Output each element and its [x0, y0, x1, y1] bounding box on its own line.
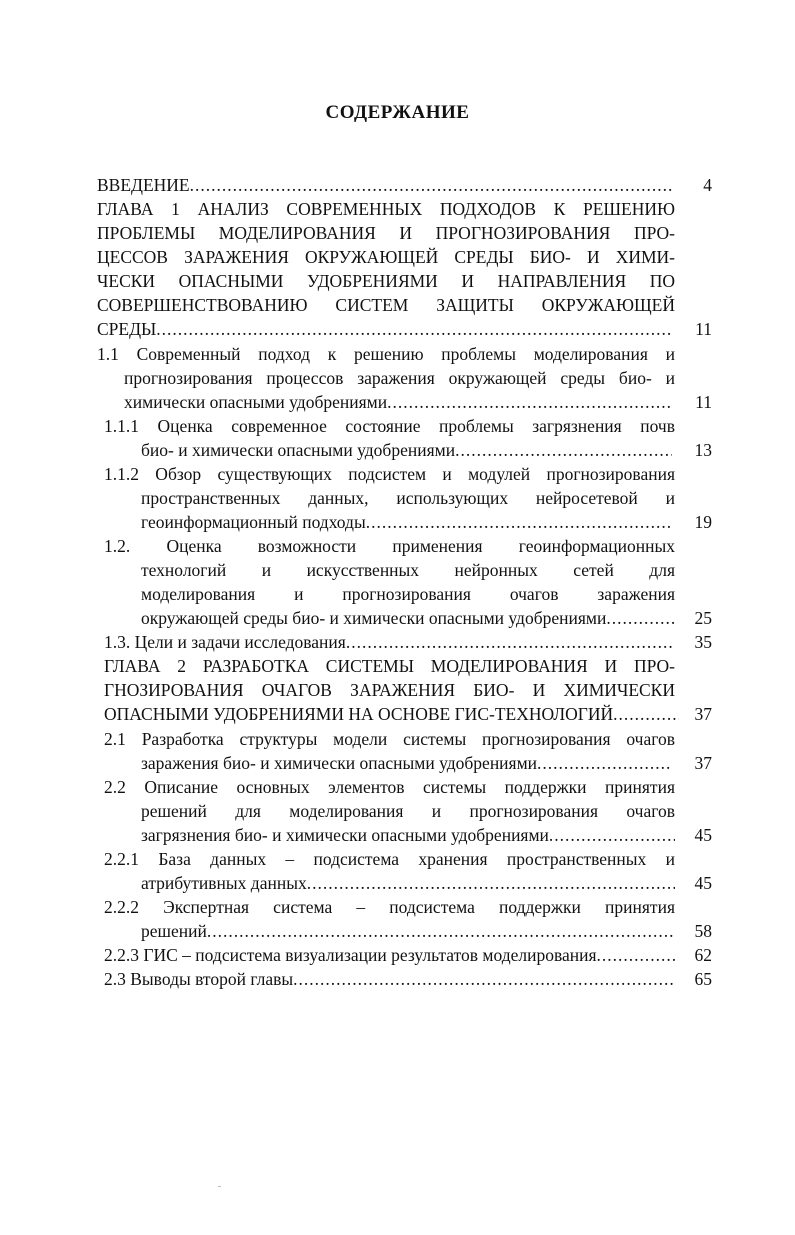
toc-page-number: 11 — [695, 392, 712, 412]
toc-entry-line: пространственных данных, использующих нейросетевой и — [141, 488, 675, 508]
toc-entry-line: 1.1.2 Обзор существующих подсистем и модулей прогнозирования — [104, 464, 675, 484]
leader-dots — [293, 967, 675, 991]
toc-entry-line: 2.2.3 ГИС – подсистема визуализации результатов моделирования — [104, 945, 597, 965]
toc-entry-line: прогнозирования процессов заражения окружающей среды био- и — [124, 368, 675, 388]
toc-page-number: 58 — [694, 921, 712, 941]
toc-entry-line: атрибутивных данных — [141, 873, 307, 893]
toc-page-number: 11 — [695, 319, 712, 339]
toc-page-number: 65 — [694, 969, 712, 989]
leader-dots — [597, 943, 675, 967]
leader-dots — [549, 823, 675, 847]
leader-dots — [307, 871, 675, 895]
toc-page-number: 45 — [694, 873, 712, 893]
page-title: СОДЕРЖАНИЕ — [325, 102, 470, 123]
toc-page-number: 35 — [694, 632, 712, 652]
leader-dots — [156, 317, 672, 341]
toc-entry-line: 2.2.2 Экспертная система – подсистема поддержки принятия — [104, 897, 675, 917]
toc-entry-line: технологий и искусственных нейронных сетей для — [141, 560, 675, 580]
toc-entry-line: окружающей среды био- и химически опасными удобрениями — [141, 608, 607, 628]
leader-dots — [606, 606, 675, 630]
toc-entry-line: СОВЕРШЕНСТВОВАНИЮ СИСТЕМ ЗАЩИТЫ ОКРУЖАЮЩЕЙ — [97, 295, 675, 315]
toc-entry-line: 2.2 Описание основных элементов системы поддержки принятия — [104, 777, 675, 797]
toc-page-number: 19 — [694, 512, 712, 532]
toc-page-number: 4 — [703, 175, 712, 195]
toc-entry-line: ЦЕССОВ ЗАРАЖЕНИЯ ОКРУЖАЮЩЕЙ СРЕДЫ БИО- И ХИМИ- — [97, 247, 675, 267]
toc-entry-line: ЧЕСКИ ОПАСНЫМИ УДОБРЕНИЯМИ И НАПРАВЛЕНИЯ ПО — [97, 271, 675, 291]
toc-page-number: 45 — [694, 825, 712, 845]
toc-entry-line: геоинформационный подходы — [141, 512, 366, 532]
toc-page-number: 25 — [694, 608, 712, 628]
toc-entry-line: 2.1 Разработка структуры модели системы прогнозирования очагов — [104, 729, 675, 749]
toc-entry-line: моделирования и прогнозирования очагов заражения — [141, 584, 675, 604]
toc-entry-line: ГЛАВА 1 АНАЛИЗ СОВРЕМЕННЫХ ПОДХОДОВ К РЕШЕНИЮ — [97, 199, 675, 219]
toc-entry-line: ГЛАВА 2 РАЗРАБОТКА СИСТЕМЫ МОДЕЛИРОВАНИЯ И ПРО- — [104, 656, 675, 676]
toc-entry-line: решений — [141, 921, 207, 941]
toc-entry-title: ВВЕДЕНИЕ — [97, 175, 190, 195]
toc-entry-line: 1.1 Современный подход к решению проблемы моделирования и — [97, 344, 675, 364]
leader-dots — [190, 173, 672, 197]
toc-page-number: 37 — [694, 704, 712, 724]
toc-entry-line: 2.3 Выводы второй главы — [104, 969, 294, 989]
scan-mark — [218, 1186, 221, 1187]
toc-page-number: 62 — [694, 945, 712, 965]
toc-page-number: 13 — [694, 440, 712, 460]
toc-entry-line: ГНОЗИРОВАНИЯ ОЧАГОВ ЗАРАЖЕНИЯ БИО- И ХИМИЧЕСКИ — [104, 680, 675, 700]
leader-dots — [537, 751, 672, 775]
leader-dots — [455, 438, 672, 462]
toc-entry-line: загрязнения био- и химически опасными удобрениями — [141, 825, 549, 845]
toc-entry-line: СРЕДЫ — [97, 319, 157, 339]
leader-dots — [346, 630, 672, 654]
leader-dots — [613, 702, 679, 726]
toc-entry-line: 1.1.1 Оценка современное состояние проблемы загрязнения почв — [104, 416, 675, 436]
toc-entry-line: заражения био- и химически опасными удобрениями — [141, 753, 538, 773]
toc-entry-line: ОПАСНЫМИ УДОБРЕНИЯМИ НА ОСНОВЕ ГИС-ТЕХНОЛОГИЙ — [104, 704, 614, 724]
toc-page-number: 37 — [694, 753, 712, 773]
leader-dots — [366, 510, 672, 534]
toc-entry-line: 1.2. Оценка возможности применения геоинформационных — [104, 536, 675, 556]
toc-entry-line: химически опасными удобрениями — [124, 392, 388, 412]
toc-entry-line: био- и химически опасными удобрениями — [141, 440, 456, 460]
leader-dots — [207, 919, 675, 943]
toc-entry-line: решений для моделирования и прогнозирования очагов — [141, 801, 675, 821]
leader-dots — [387, 390, 672, 414]
toc-entry-line: 2.2.1 База данных – подсистема хранения пространственных и — [104, 849, 675, 869]
toc-entry-line: 1.3. Цели и задачи исследования — [104, 632, 346, 652]
toc-entry-line: ПРОБЛЕМЫ МОДЕЛИРОВАНИЯ И ПРОГНОЗИРОВАНИЯ ПРО- — [97, 223, 675, 243]
